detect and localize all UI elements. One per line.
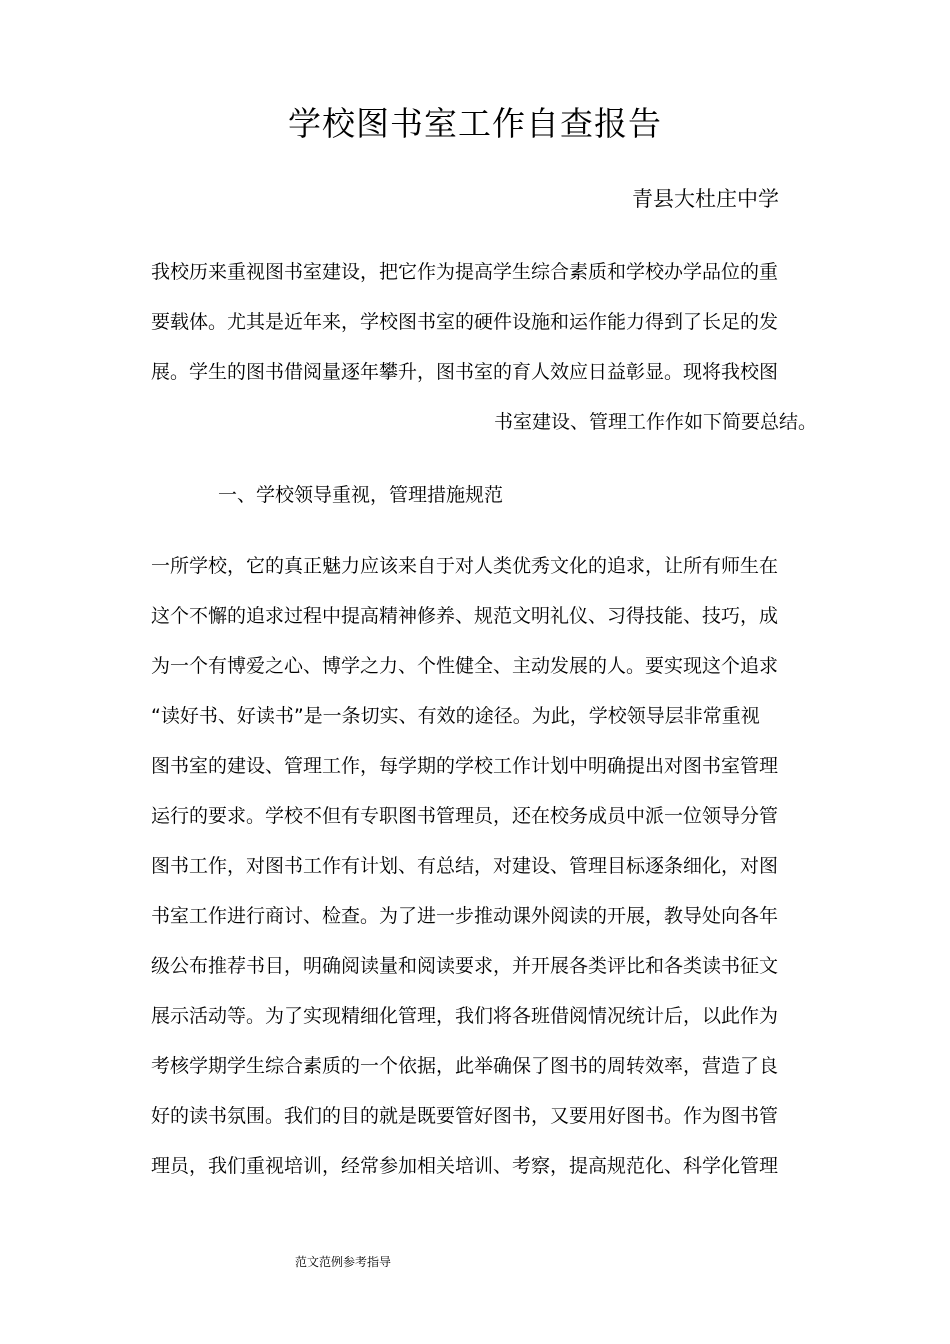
paragraph-line: 书室建设、管理工作作如下简要总结。: [493, 411, 817, 433]
paragraph-line: 展。学生的图书借阅量逐年攀升，图书室的育人效应日益彰显。现将我校图: [151, 361, 779, 383]
intro-paragraph: [151, 247, 841, 447]
paragraph-line: 级公布推荐书目，明确阅读量和阅读要求，并开展各类评比和各类读书征文: [151, 955, 779, 977]
paragraph-line: 书室工作进行商讨、检查。为了进一步推动课外阅读的开展，教导处向各年: [151, 905, 779, 927]
paragraph-line: 展示活动等。为了实现精细化管理，我们将各班借阅情况统计后，以此作为: [151, 1005, 779, 1027]
paragraph-line: 好的读书氛围。我们的目的就是既要管好图书，又要用好图书。作为图书管: [151, 1105, 779, 1127]
paragraph-line: 运行的要求。学校不但有专职图书管理员，还在校务成员中派一位领导分管: [151, 805, 779, 827]
page-footer: 范文范例参考指导: [295, 1255, 392, 1269]
document-title: 学校图书室工作自查报告: [288, 104, 662, 143]
section1-paragraph: [151, 541, 841, 1191]
paragraph-line: “读好书、好读书”是一条切实、有效的途径。为此，学校领导层非常重视: [151, 705, 760, 727]
section-heading: 一、学校领导重视，管理措施规范: [218, 484, 504, 506]
paragraph-line: 考核学期学生综合素质的一个依据，此举确保了图书的周转效率，营造了良: [151, 1055, 779, 1077]
paragraph-line: 一所学校，它的真正魅力应该来自于对人类优秀文化的追求，让所有师生在: [151, 555, 779, 577]
paragraph-line: 图书室的建设、管理工作，每学期的学校工作计划中明确提出对图书室管理: [151, 755, 779, 777]
paragraph-line: 我校历来重视图书室建设，把它作为提高学生综合素质和学校办学品位的重: [151, 261, 779, 283]
paragraph-line: 图书工作，对图书工作有计划、有总结，对建设、管理目标逐条细化，对图: [151, 855, 779, 877]
paragraph-line: 理员，我们重视培训，经常参加相关培训、考察，提高规范化、科学化管理: [151, 1155, 779, 1177]
school-name: 青县大杜庄中学: [632, 187, 779, 211]
paragraph-line: 为一个有博爱之心、博学之力、个性健全、主动发展的人。要实现这个追求: [151, 655, 779, 677]
paragraph-line: 要载体。尤其是近年来，学校图书室的硬件设施和运作能力得到了长足的发: [151, 311, 779, 333]
paragraph-line: 这个不懈的追求过程中提高精神修养、规范文明礼仪、习得技能、技巧，成: [151, 605, 779, 627]
